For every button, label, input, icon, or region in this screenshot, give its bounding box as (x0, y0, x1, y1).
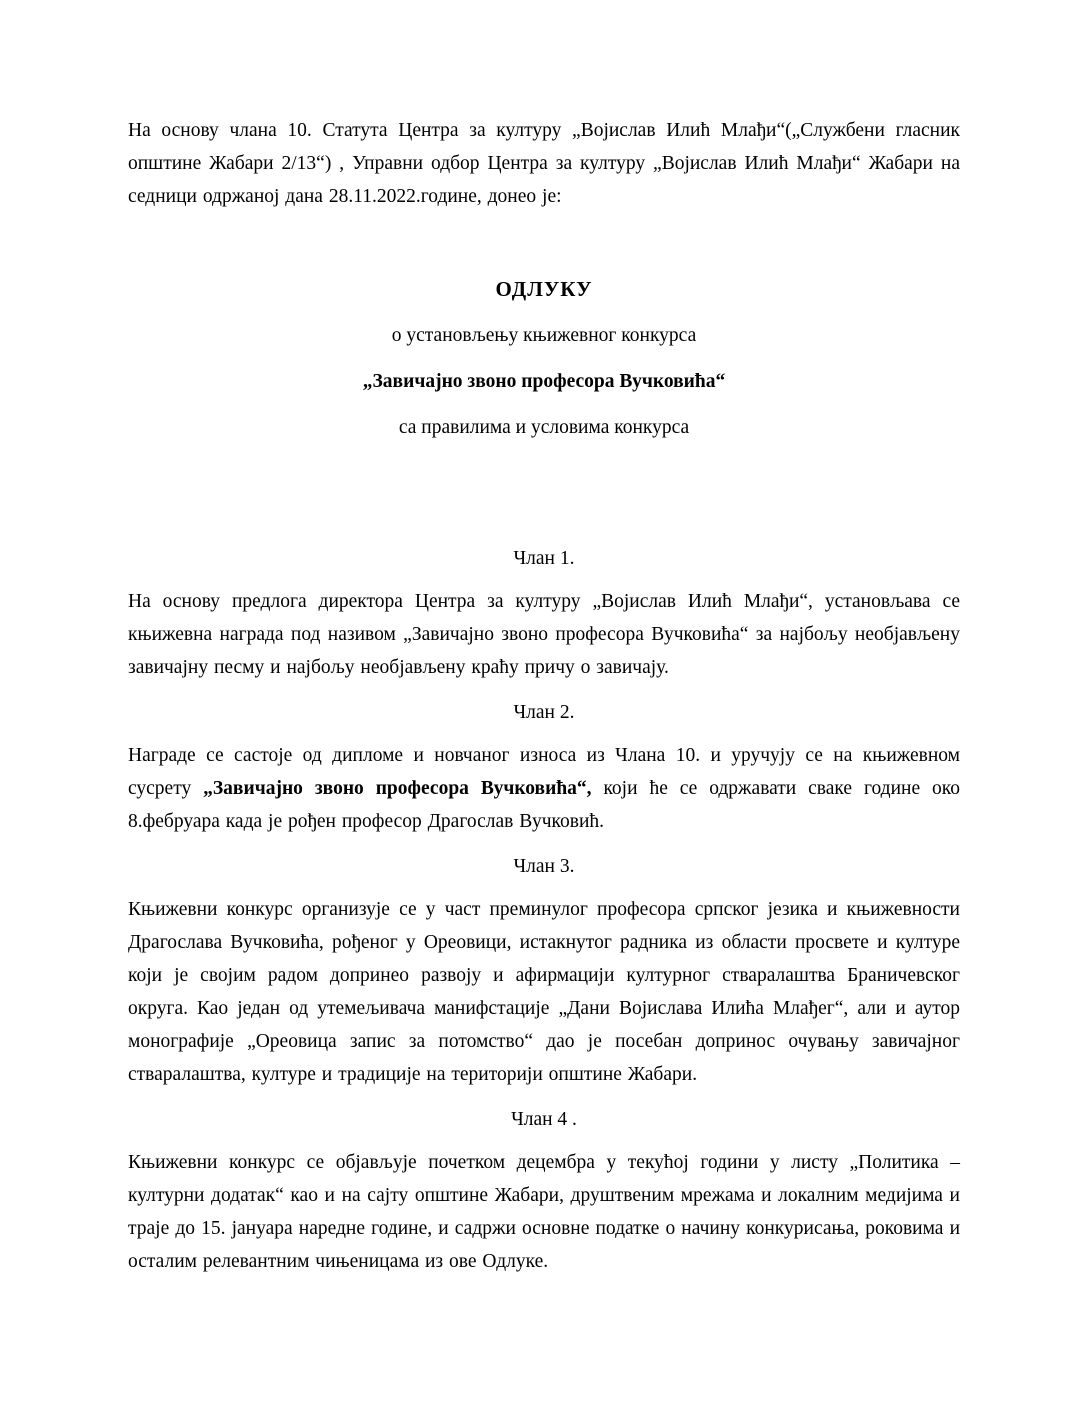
article-1-body: На основу предлога директора Центра за културу „Војислав Илић Млађи“, установљава се књижевна награда под називом „Завичајно звоно професора Вучковића“ за најбољу необјављену завичајну песму и најбољу необјављену краћу причу о завичају. (128, 591, 960, 678)
decision-subtitle-line1: о установљењу књижевног конкурса (391, 325, 697, 346)
competition-name: „Завичајно звоно професора Вучковића“ (362, 371, 726, 392)
article-1 (128, 542, 960, 684)
article-3 (128, 850, 960, 1091)
article-2-body-bold-competition-name: „Завичајно звоно професора Вучковића“, (203, 778, 592, 799)
article-2 (128, 696, 960, 838)
title-block (128, 273, 960, 444)
article-2-body-start: Награде се састоје од дипломе и новчаног износа из Члана 10. и уручују се на књижевном сусрету (128, 745, 960, 799)
article-2-heading: Члан 2. (513, 702, 575, 723)
article-4 (128, 1103, 960, 1278)
article-2-body (128, 739, 960, 838)
article-4-heading: Члан 4 . (511, 1109, 577, 1130)
decision-subtitle-line3: са правилима и условима конкурса (398, 417, 690, 438)
article-3-heading: Члан 3. (513, 856, 575, 877)
article-3-body: Књижевни конкурс организује се у част преминулог професора српског језика и књижевности Драгослава Вучковића, рођеног у Ореовици, истакнутог радника из области просвете и културе који је својим радом допринео развоју и афирмацији културног стваралаштва Браничевског округа. Као један од утемељивача манифстације „Дани Војислава Илића Млађег“, али и аутор монографије „Ореовица запис за потомство“ дао је посебан допринос очувању завичајног стваралаштва, културе и традиције на територији општине Жабари. (128, 899, 960, 1085)
article-4-body: Књижевни конкурс се објављује почетком децембра у текућој години у листу „Политика – културни додатак“ као и на сајту општине Жабари, друштвеним мрежама и локалним медијима и траје до 15. јануара наредне године, и садржи основне податке о начину конкурисања, роковима и осталим релевантним чињеницама из ове Одлуке. (128, 1152, 960, 1272)
article-2-body-end: који ће се одржавати сваке године око 8.фебруара када је рођен професор Драгослав Вучковић. (128, 778, 960, 832)
intro-paragraph: На основу члана 10. Статута Центра за културу „Војислав Илић Млађи“(„Службени гласник општине Жабари 2/13“) , Управни одбор Центра за културу „Војислав Илић Млађи“ Жабари на седници одржаној дана 28.11.2022.године, донео је: (128, 120, 960, 207)
decision-title: ОДЛУКУ (495, 277, 593, 301)
article-1-heading: Члан 1. (513, 548, 575, 569)
